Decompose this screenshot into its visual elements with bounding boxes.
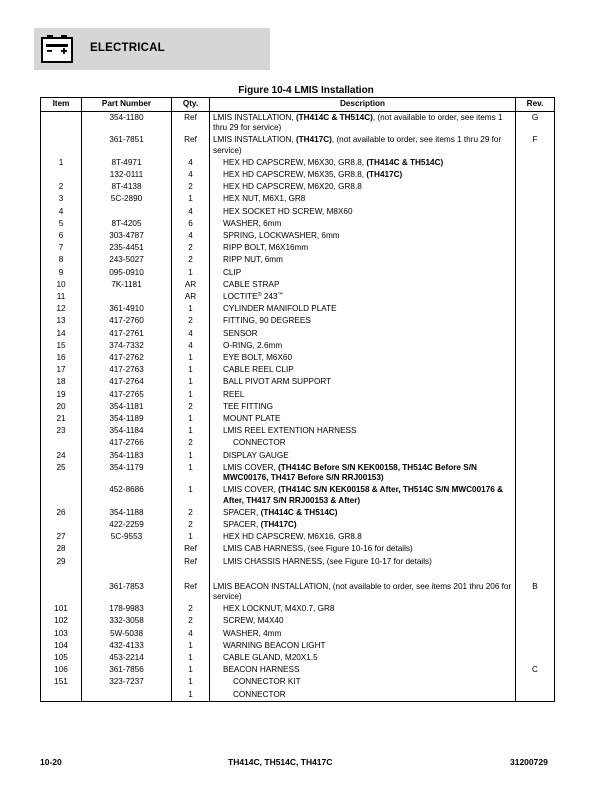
table-row	[41, 652, 555, 664]
rev-cell: F	[516, 134, 555, 156]
table-row	[41, 181, 555, 193]
part-number-cell: 417-2761	[82, 328, 172, 340]
col-header-description: Description	[210, 98, 516, 112]
rev-cell: B	[516, 581, 555, 603]
item-cell: 10	[41, 279, 82, 291]
table-row	[41, 230, 555, 242]
item-cell: 25	[41, 462, 82, 484]
footer-page-number: 10-20	[40, 757, 62, 767]
table-row	[41, 603, 555, 615]
item-cell: 5	[41, 218, 82, 230]
part-number-cell: 178-9983	[82, 603, 172, 615]
description-cell: SPACER, (TH417C)	[210, 519, 516, 531]
part-number-cell: 235-4451	[82, 242, 172, 254]
qty-cell: 1	[172, 376, 210, 388]
table-row	[41, 581, 555, 603]
item-cell: 1	[41, 157, 82, 169]
qty-cell: 1	[172, 689, 210, 702]
description-cell: RIPP BOLT, M6X16mm	[210, 242, 516, 254]
item-cell: 104	[41, 640, 82, 652]
table-row	[41, 364, 555, 376]
qty-cell: 1	[172, 267, 210, 279]
item-cell: 2	[41, 181, 82, 193]
description-cell: LOCTITE® 243™	[210, 291, 516, 303]
table-row	[41, 556, 555, 568]
part-number-cell: 8T-4205	[82, 218, 172, 230]
description-cell: LMIS COVER, (TH414C Before S/N KEK00158, TH514C Before S/N MWC00176, TH417 Before S/N RRJ00153)	[210, 462, 516, 484]
table-row	[41, 267, 555, 279]
table-row	[41, 112, 555, 135]
table-row	[41, 689, 555, 702]
item-cell: 151	[41, 676, 82, 688]
part-number-cell: 417-2762	[82, 352, 172, 364]
part-number-cell: 354-1183	[82, 450, 172, 462]
table-row	[41, 484, 555, 506]
description-cell: CABLE REEL CLIP	[210, 364, 516, 376]
col-header-item: Item	[41, 98, 82, 112]
rev-cell	[516, 169, 555, 181]
item-cell	[41, 169, 82, 181]
item-cell: 8	[41, 254, 82, 266]
qty-cell: 2	[172, 181, 210, 193]
description-cell: HEX LOCKNUT, M4X0.7, GR8	[210, 603, 516, 615]
description-cell: HEX NUT, M6X1, GR8	[210, 193, 516, 205]
footer-doc-number: 31200729	[510, 757, 548, 767]
rev-cell	[516, 603, 555, 615]
rev-cell: G	[516, 112, 555, 135]
item-cell: 20	[41, 401, 82, 413]
table-row	[41, 401, 555, 413]
rev-cell	[516, 652, 555, 664]
part-number-cell: 361-7853	[82, 581, 172, 603]
rev-cell	[516, 157, 555, 169]
rev-cell	[516, 519, 555, 531]
description-cell: MOUNT PLATE	[210, 413, 516, 425]
rev-cell	[516, 376, 555, 388]
item-cell: 6	[41, 230, 82, 242]
description-cell: CABLE STRAP	[210, 279, 516, 291]
description-cell: SCREW, M4X40	[210, 615, 516, 627]
col-header-qty: Qty.	[172, 98, 210, 112]
part-number-cell: 354-1179	[82, 462, 172, 484]
item-cell: 18	[41, 376, 82, 388]
qty-cell: 4	[172, 628, 210, 640]
description-cell: CABLE GLAND, M20X1.5	[210, 652, 516, 664]
qty-cell: 2	[172, 315, 210, 327]
rev-cell	[516, 531, 555, 543]
rev-cell	[516, 556, 555, 568]
item-cell: 27	[41, 531, 82, 543]
table-row	[41, 664, 555, 676]
rev-cell	[516, 628, 555, 640]
rev-cell	[516, 267, 555, 279]
description-cell: FITTING, 90 DEGREES	[210, 315, 516, 327]
part-number-cell: 5W-5038	[82, 628, 172, 640]
qty-cell: 2	[172, 519, 210, 531]
rev-cell	[516, 425, 555, 437]
table-row	[41, 218, 555, 230]
rev-cell	[516, 315, 555, 327]
item-cell: 101	[41, 603, 82, 615]
rev-cell	[516, 193, 555, 205]
table-row	[41, 315, 555, 327]
qty-cell: 1	[172, 303, 210, 315]
item-cell	[41, 689, 82, 702]
part-number-cell: 5C-9553	[82, 531, 172, 543]
parts-table	[40, 97, 555, 702]
table-row	[41, 206, 555, 218]
description-cell: LMIS COVER, (TH414C S/N KEK00158 & After, TH514C S/N MWC00176 & After, TH417 S/N RRJ00153 & After)	[210, 484, 516, 506]
item-cell	[41, 581, 82, 603]
item-cell: 19	[41, 389, 82, 401]
table-row	[41, 615, 555, 627]
part-number-cell: 354-1180	[82, 112, 172, 135]
description-cell: LMIS CAB HARNESS, (see Figure 10-16 for details)	[210, 543, 516, 555]
qty-cell: Ref	[172, 543, 210, 555]
item-cell: 14	[41, 328, 82, 340]
item-cell: 17	[41, 364, 82, 376]
part-number-cell: 354-1184	[82, 425, 172, 437]
rev-cell	[516, 450, 555, 462]
section-title: ELECTRICAL	[90, 42, 165, 54]
rev-cell	[516, 640, 555, 652]
table-row	[41, 340, 555, 352]
table-header-row	[41, 98, 555, 112]
table-row	[41, 193, 555, 205]
part-number-cell: 354-1181	[82, 401, 172, 413]
item-cell	[41, 112, 82, 135]
part-number-cell: 095-0910	[82, 267, 172, 279]
part-number-cell: 417-2760	[82, 315, 172, 327]
item-cell: 106	[41, 664, 82, 676]
item-cell: 26	[41, 507, 82, 519]
description-cell: BALL PIVOT ARM SUPPORT	[210, 376, 516, 388]
description-cell: WASHER, 4mm	[210, 628, 516, 640]
item-cell: 3	[41, 193, 82, 205]
part-number-cell: 303-4787	[82, 230, 172, 242]
item-cell: 29	[41, 556, 82, 568]
col-header-part-number: Part Number	[82, 98, 172, 112]
table-row	[41, 291, 555, 303]
qty-cell: 2	[172, 242, 210, 254]
description-cell: TEE FITTING	[210, 401, 516, 413]
rev-cell	[516, 206, 555, 218]
table-row	[41, 169, 555, 181]
rev-cell	[516, 462, 555, 484]
table-row	[41, 676, 555, 688]
part-number-cell: 323-7237	[82, 676, 172, 688]
description-cell: CONNECTOR	[210, 437, 516, 449]
qty-cell: Ref	[172, 556, 210, 568]
item-cell	[41, 437, 82, 449]
part-number-cell: 243-5027	[82, 254, 172, 266]
qty-cell: 1	[172, 389, 210, 401]
rev-cell	[516, 507, 555, 519]
description-cell: HEX HD CAPSCREW, M6X20, GR8.8	[210, 181, 516, 193]
description-cell: HEX HD CAPSCREW, M6X35, GR8.8, (TH417C)	[210, 169, 516, 181]
qty-cell: 4	[172, 328, 210, 340]
qty-cell: 4	[172, 230, 210, 242]
table-row	[41, 352, 555, 364]
part-number-cell: 422-2259	[82, 519, 172, 531]
part-number-cell: 453-2214	[82, 652, 172, 664]
battery-icon	[40, 34, 74, 64]
table-row	[41, 254, 555, 266]
item-cell: 12	[41, 303, 82, 315]
qty-cell: 2	[172, 401, 210, 413]
part-number-cell: 361-7856	[82, 664, 172, 676]
part-number-cell: 354-1189	[82, 413, 172, 425]
item-cell	[41, 484, 82, 506]
table-row	[41, 303, 555, 315]
table-row	[41, 640, 555, 652]
description-cell: WARNING BEACON LIGHT	[210, 640, 516, 652]
description-cell: RIPP NUT, 6mm	[210, 254, 516, 266]
qty-cell: 4	[172, 206, 210, 218]
rev-cell	[516, 676, 555, 688]
rev-cell	[516, 291, 555, 303]
item-cell: 7	[41, 242, 82, 254]
table-row	[41, 519, 555, 531]
qty-cell: AR	[172, 279, 210, 291]
item-cell: 15	[41, 340, 82, 352]
description-cell: WASHER, 6mm	[210, 218, 516, 230]
item-cell	[41, 568, 82, 581]
item-cell: 9	[41, 267, 82, 279]
description-cell: HEX HD CAPSCREW, M6X30, GR8.8, (TH414C & TH514C)	[210, 157, 516, 169]
table-row	[41, 437, 555, 449]
table-spacer-row	[41, 568, 555, 581]
part-number-cell	[82, 291, 172, 303]
description-cell: LMIS REEL EXTENTION HARNESS	[210, 425, 516, 437]
item-cell: 24	[41, 450, 82, 462]
rev-cell	[516, 352, 555, 364]
description-cell: SPACER, (TH414C & TH514C)	[210, 507, 516, 519]
qty-cell	[172, 568, 210, 581]
table-row	[41, 413, 555, 425]
qty-cell: 1	[172, 450, 210, 462]
rev-cell	[516, 340, 555, 352]
table-row	[41, 389, 555, 401]
qty-cell: Ref	[172, 134, 210, 156]
item-cell: 21	[41, 413, 82, 425]
part-number-cell: 8T-4138	[82, 181, 172, 193]
qty-cell: 1	[172, 484, 210, 506]
table-row	[41, 157, 555, 169]
part-number-cell: 417-2764	[82, 376, 172, 388]
footer-models: TH414C, TH514C, TH417C	[228, 757, 333, 767]
part-number-cell	[82, 568, 172, 581]
part-number-cell	[82, 689, 172, 702]
table-row	[41, 134, 555, 156]
table-row	[41, 507, 555, 519]
item-cell: 13	[41, 315, 82, 327]
qty-cell: 1	[172, 676, 210, 688]
qty-cell: 1	[172, 462, 210, 484]
description-cell: HEX SOCKET HD SCREW, M8X60	[210, 206, 516, 218]
item-cell	[41, 519, 82, 531]
description-cell: LMIS INSTALLATION, (TH417C), (not available to order, see items 1 thru 29 for service)	[210, 134, 516, 156]
part-number-cell: 361-7851	[82, 134, 172, 156]
table-row	[41, 425, 555, 437]
table-row	[41, 279, 555, 291]
figure-title: Figure 10-4 LMIS Installation	[238, 85, 374, 96]
rev-cell	[516, 181, 555, 193]
rev-cell	[516, 328, 555, 340]
item-cell: 28	[41, 543, 82, 555]
item-cell: 105	[41, 652, 82, 664]
rev-cell	[516, 242, 555, 254]
qty-cell: 2	[172, 615, 210, 627]
part-number-cell: 5C-2890	[82, 193, 172, 205]
rev-cell	[516, 543, 555, 555]
qty-cell: 1	[172, 531, 210, 543]
description-cell: SPRING, LOCKWASHER, 6mm	[210, 230, 516, 242]
description-cell: SENSOR	[210, 328, 516, 340]
table-row	[41, 450, 555, 462]
part-number-cell: 417-2766	[82, 437, 172, 449]
item-cell: 4	[41, 206, 82, 218]
part-number-cell	[82, 556, 172, 568]
description-cell: O-RING, 2.6mm	[210, 340, 516, 352]
item-cell: 103	[41, 628, 82, 640]
rev-cell	[516, 303, 555, 315]
rev-cell	[516, 254, 555, 266]
qty-cell: Ref	[172, 581, 210, 603]
rev-cell: C	[516, 664, 555, 676]
qty-cell: 4	[172, 157, 210, 169]
qty-cell: 1	[172, 425, 210, 437]
item-cell: 11	[41, 291, 82, 303]
part-number-cell: 417-2765	[82, 389, 172, 401]
description-cell: LMIS BEACON INSTALLATION, (not available to order, see items 201 thru 206 for service)	[210, 581, 516, 603]
qty-cell: 1	[172, 352, 210, 364]
part-number-cell: 332-3058	[82, 615, 172, 627]
description-cell	[210, 568, 516, 581]
rev-cell	[516, 437, 555, 449]
qty-cell: 2	[172, 507, 210, 519]
col-header-rev: Rev.	[516, 98, 555, 112]
qty-cell: 1	[172, 193, 210, 205]
rev-cell	[516, 389, 555, 401]
rev-cell	[516, 689, 555, 702]
table-row	[41, 543, 555, 555]
description-cell: CYLINDER MANIFOLD PLATE	[210, 303, 516, 315]
qty-cell: 1	[172, 664, 210, 676]
qty-cell: 2	[172, 254, 210, 266]
table-row	[41, 242, 555, 254]
table-row	[41, 328, 555, 340]
item-cell: 102	[41, 615, 82, 627]
qty-cell: 4	[172, 169, 210, 181]
rev-cell	[516, 279, 555, 291]
description-cell: DISPLAY GAUGE	[210, 450, 516, 462]
part-number-cell: 432-4133	[82, 640, 172, 652]
description-cell: LMIS INSTALLATION, (TH414C & TH514C), (not available to order, see items 1 thru 29 for service)	[210, 112, 516, 135]
rev-cell	[516, 218, 555, 230]
qty-cell: 2	[172, 603, 210, 615]
part-number-cell: 7K-1181	[82, 279, 172, 291]
qty-cell: 1	[172, 640, 210, 652]
part-number-cell	[82, 206, 172, 218]
qty-cell: Ref	[172, 112, 210, 135]
qty-cell: 4	[172, 340, 210, 352]
description-cell: HEX HD CAPSCREW, M6X16, GR8.8	[210, 531, 516, 543]
rev-cell	[516, 484, 555, 506]
rev-cell	[516, 615, 555, 627]
description-cell: BEACON HARNESS	[210, 664, 516, 676]
part-number-cell: 452-8686	[82, 484, 172, 506]
description-cell: EYE BOLT, M6X60	[210, 352, 516, 364]
description-cell: LMIS CHASSIS HARNESS, (see Figure 10-17 for details)	[210, 556, 516, 568]
table-row	[41, 531, 555, 543]
description-cell: CLIP	[210, 267, 516, 279]
table-row	[41, 376, 555, 388]
part-number-cell: 374-7332	[82, 340, 172, 352]
part-number-cell: 8T-4971	[82, 157, 172, 169]
description-cell: CONNECTOR KIT	[210, 676, 516, 688]
table-row	[41, 628, 555, 640]
item-cell: 16	[41, 352, 82, 364]
table-row	[41, 462, 555, 484]
description-cell: CONNECTOR	[210, 689, 516, 702]
part-number-cell: 361-4910	[82, 303, 172, 315]
qty-cell: AR	[172, 291, 210, 303]
qty-cell: 1	[172, 364, 210, 376]
rev-cell	[516, 413, 555, 425]
part-number-cell: 417-2763	[82, 364, 172, 376]
description-cell: REEL	[210, 389, 516, 401]
qty-cell: 2	[172, 437, 210, 449]
part-number-cell: 132-0111	[82, 169, 172, 181]
qty-cell: 1	[172, 413, 210, 425]
qty-cell: 6	[172, 218, 210, 230]
parts-table-body	[41, 112, 555, 702]
item-cell: 23	[41, 425, 82, 437]
part-number-cell: 354-1188	[82, 507, 172, 519]
part-number-cell	[82, 543, 172, 555]
rev-cell	[516, 364, 555, 376]
rev-cell	[516, 401, 555, 413]
item-cell	[41, 134, 82, 156]
rev-cell	[516, 568, 555, 581]
rev-cell	[516, 230, 555, 242]
qty-cell: 1	[172, 652, 210, 664]
